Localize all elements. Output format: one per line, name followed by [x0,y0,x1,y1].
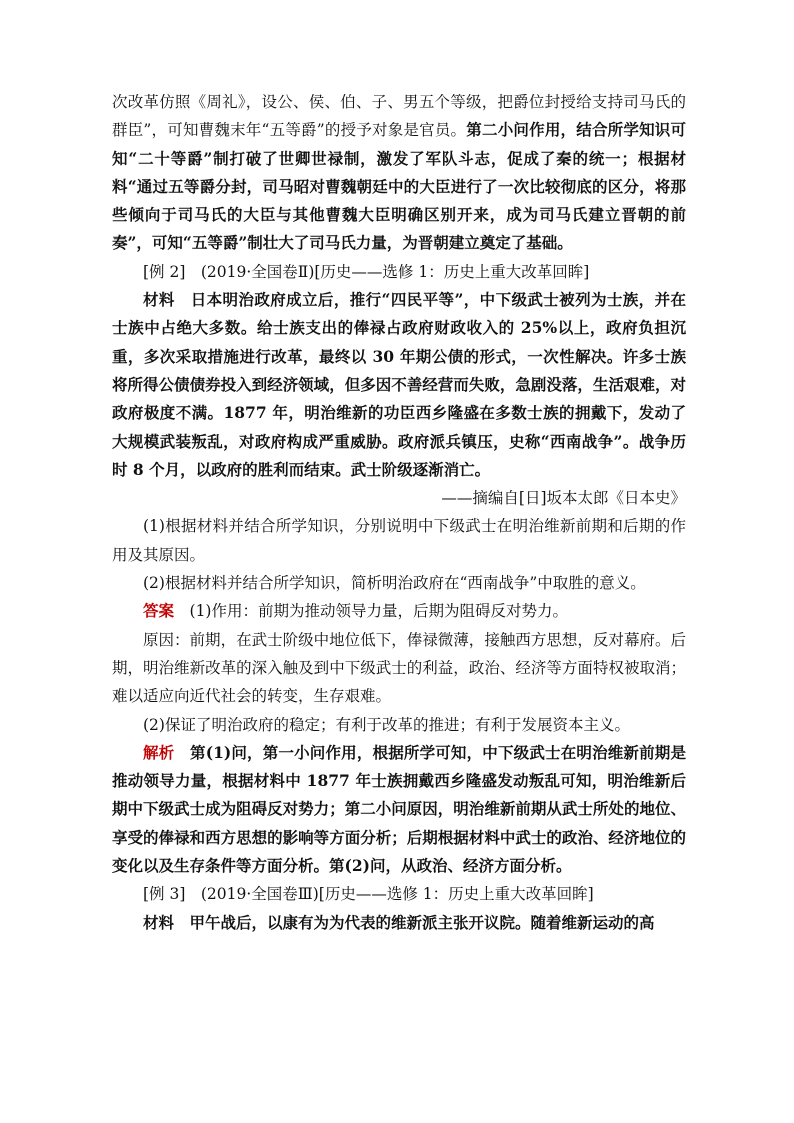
material-source: ——摘编自[日]坂本太郎《日本史》 [441,489,686,508]
answer-line-1 [112,597,686,625]
answer-reason: 原因：前期，在武士阶级中地位低下，俸禄微薄，接触西方思想，反对幕府。后期，明治维新改革的深入触及到中下级武士的利益，政治、经济等方面特权被取消；难以适应向近代社会的转变，生存艰难。 [112,630,686,706]
example-3-material [112,909,686,937]
example-3-material-text: 甲午战后，以康有为为代表的维新派主张开议院。随着维新运动的高 [174,912,655,932]
example-2-material [112,286,686,484]
answer-1-text: (1)作用：前期为推动领导力量，后期为阻碍反对势力。 [174,602,568,621]
question-2: (2)根据材料并结合所学知识，简析明治政府在“西南战争”中取胜的意义。 [143,574,646,593]
analysis-first-part: 次改革仿照《周礼》，设公、侯、伯、子、男五个等级，把爵位封授给支持司马氏的群臣”，可知曹魏末年“五等爵”的授予对象是官员。 [112,93,686,140]
document-body [112,88,686,937]
material-label: 材料 [143,290,175,310]
material-text: 日本明治政府成立后，推行“四民平等”，中下级武士被列为士族，并在士族中占绝大多数。给士族支出的俸禄占政府财政收入的 25%以上，政府负担沉重，多次采取措施进行改革，最终以 30 年期公债的形式，一次性解决。许多士族将所得公债债券投入到经济领域，但多因不善经营而失败，急剧没落，生活艰难，对政府极度不满。1877 年，明治维新的功臣西乡隆盛在多数士族的拥戴下，发动了大规模武装叛乱，对政府构成严重威胁。政府派兵镇压，史称“西南战争”。战争历时 8 个月，以政府的胜利而结束。武士阶级逐渐消亡。 [112,290,686,479]
analysis-label: 解析 [143,742,175,762]
example-3-header: [例 3] (2019·全国卷Ⅲ)[历史——选修 1：历史上重大改革回眸] [143,885,594,904]
question-1: (1)根据材料并结合所学知识，分别说明中下级武士在明治维新前期和后期的作用及其原因。 [112,517,686,564]
answer-2: (2)保证了明治政府的稳定；有利于改革的推进；有利于发展资本主义。 [143,715,630,734]
analysis-second-part: 第二小问作用，结合所学知识可知“二十等爵”制打破了世卿世禄制，激发了军队斗志，促成了秦的统一；根据材料“通过五等爵分封，司马昭对曹魏朝廷中的大臣进行了一次比较彻底的区分，将那些倾向于司马氏的大臣与其他曹魏大臣明确区别开来，成为司马氏建立晋朝的前奏”，可知“五等爵”制壮大了司马氏力量，为晋朝建立奠定了基础。 [112,120,686,253]
answer-label: 答案 [143,601,175,621]
analysis-continuation-paragraph [112,88,686,258]
example-2-header: [例 2] (2019·全国卷Ⅱ)[历史——选修 1：历史上重大改革回眸] [143,262,590,281]
analysis-text: 第(1)问，第一小问作用，根据所学可知，中下级武士在明治维新前期是推动领导力量，根据材料中 1877 年士族拥戴西乡隆盛发动叛乱可知，明治维新后期中下级武士成为阻碍反对势力；第二小问原因，明治维新前期从武士所处的地位、享受的俸禄和西方思想的影响等方面分析；后期根据材料中武士的政治、经济地位的变化以及生存条件等方面分析。第(2)问，从政治、经济方面分析。 [112,742,686,876]
analysis-paragraph [112,739,686,880]
example-3-material-label: 材料 [143,912,175,932]
